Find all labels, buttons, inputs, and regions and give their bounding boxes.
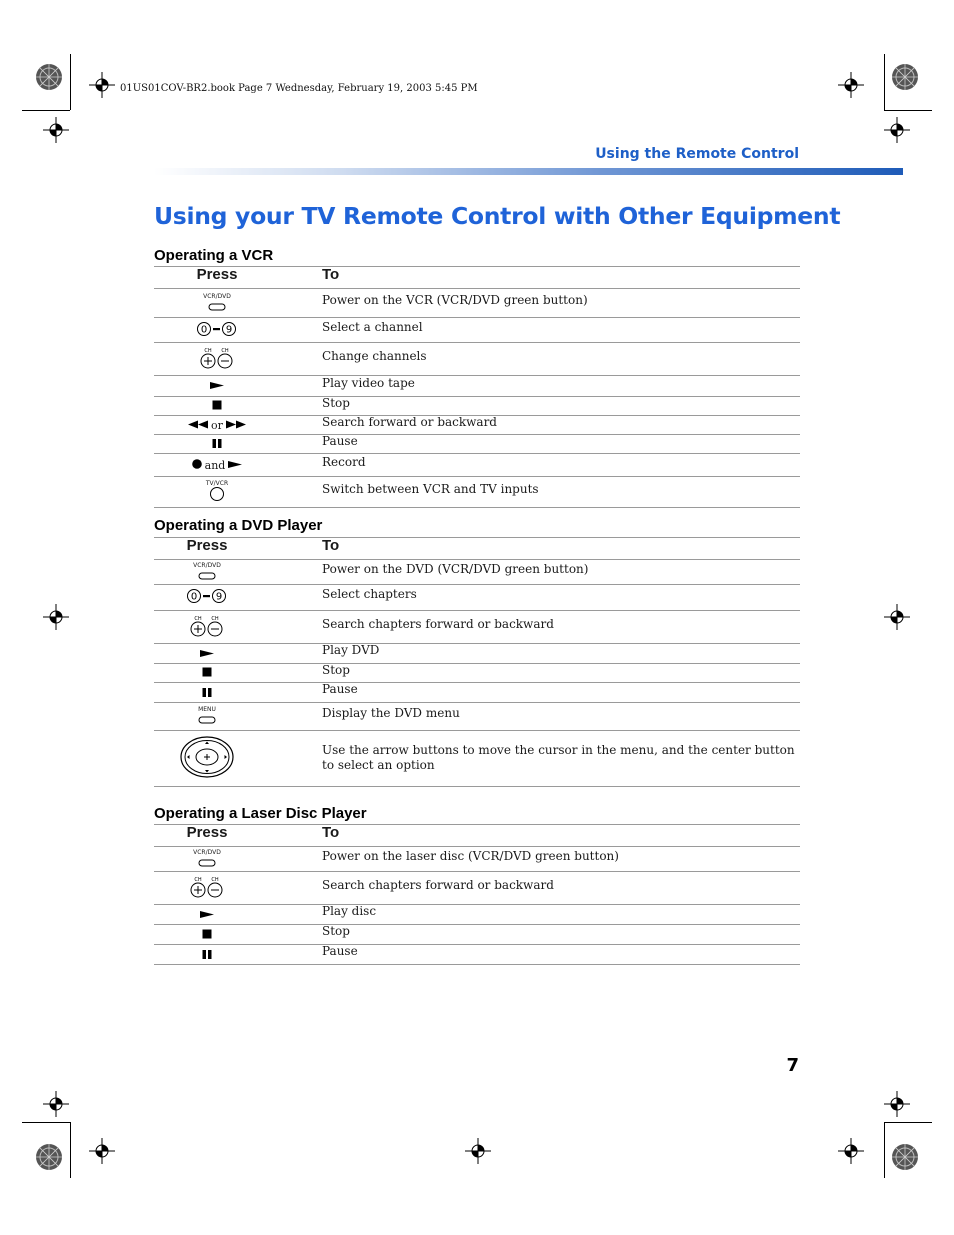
- svg-text:CH: CH: [221, 347, 229, 354]
- svg-text:CH: CH: [204, 347, 212, 354]
- color-rosette-icon: [891, 1143, 919, 1171]
- channel-plus-minus-icon: [200, 347, 234, 372]
- row-description: Pause: [322, 944, 358, 958]
- color-rosette-icon: [35, 63, 63, 91]
- channel-plus-minus-icon: [190, 876, 224, 901]
- row-description: Power on the laser disc (VCR/DVD green button): [322, 848, 619, 863]
- table-row: [154, 731, 800, 787]
- row-description: Change channels: [322, 348, 427, 363]
- vcr-dvd-button-icon: VCR/DVD: [193, 849, 221, 870]
- column-header-to: To: [304, 538, 800, 560]
- section-title-dvd: Operating a DVD Player: [154, 517, 323, 534]
- row-description: Stop: [322, 662, 350, 677]
- table-row: [154, 611, 800, 644]
- channel-plus-minus-icon: [190, 615, 224, 640]
- row-description: Search chapters forward or backward: [322, 877, 554, 892]
- row-description: Search forward or backward: [322, 414, 497, 429]
- table-row: [154, 477, 800, 508]
- table-row: [154, 644, 800, 664]
- page-number: 7: [786, 1055, 799, 1076]
- section-title-vcr: Operating a VCR: [154, 247, 274, 264]
- row-description: Play DVD: [322, 643, 380, 657]
- table-row: [154, 397, 800, 416]
- row-description: Stop: [322, 395, 350, 410]
- play-icon: [210, 379, 224, 393]
- column-header-press: Press: [154, 825, 304, 847]
- registration-mark-icon: [43, 604, 69, 630]
- number-range-0-9-icon: [187, 588, 227, 607]
- row-description: Power on the DVD (VCR/DVD green button): [322, 561, 589, 576]
- running-head: Using the Remote Control: [595, 146, 799, 162]
- row-description: Display the DVD menu: [322, 706, 460, 720]
- number-range-0-9-icon: [197, 321, 237, 340]
- svg-text:CH: CH: [211, 615, 219, 622]
- table-row: [154, 847, 800, 872]
- registration-mark-icon: [884, 1091, 910, 1117]
- row-description: Play video tape: [322, 375, 415, 390]
- table-row: [154, 905, 800, 925]
- column-header-press: Press: [154, 267, 304, 289]
- table-row: [154, 435, 800, 454]
- print-slug: 01US01COV-BR2.book Page 7 Wednesday, February 19, 2003 5:45 PM: [120, 83, 478, 94]
- row-description: Switch between VCR and TV inputs: [322, 481, 539, 496]
- header-rule: [154, 168, 903, 175]
- table-row: [154, 289, 800, 318]
- page-title: Using your TV Remote Control with Other Equipment: [154, 202, 841, 230]
- registration-mark-icon: [838, 1138, 864, 1164]
- svg-text:0: 0: [190, 591, 198, 603]
- menu-button-icon: MENU: [198, 706, 216, 727]
- column-header-to: To: [304, 267, 800, 289]
- play-icon: [200, 908, 214, 922]
- table-row: [154, 318, 800, 343]
- registration-mark-icon: [884, 604, 910, 630]
- row-description: Pause: [322, 433, 358, 448]
- record-and-play-icon: and: [192, 458, 243, 472]
- table-row: [154, 416, 800, 435]
- registration-mark-icon: [89, 1138, 115, 1164]
- column-header-to: To: [304, 825, 800, 847]
- column-header-press: Press: [154, 538, 304, 560]
- table-row: [154, 454, 800, 477]
- dvd-table: [154, 537, 800, 787]
- svg-text:CH: CH: [211, 876, 219, 883]
- svg-text:9: 9: [215, 591, 223, 603]
- registration-mark-icon: [43, 1091, 69, 1117]
- table-row: [154, 585, 800, 611]
- registration-mark-icon: [43, 117, 69, 143]
- row-description: Play disc: [322, 904, 377, 918]
- color-rosette-icon: [35, 1143, 63, 1171]
- table-row: [154, 872, 800, 905]
- pause-icon: [212, 437, 222, 451]
- stop-icon: [202, 928, 212, 942]
- table-row: [154, 683, 800, 703]
- joystick-icon: [180, 736, 234, 781]
- vcr-dvd-button-icon: VCR/DVD: [193, 562, 221, 583]
- table-header-row: [154, 267, 800, 289]
- table-header-row: [154, 538, 800, 560]
- row-description: Use the arrow buttons to move the cursor in the menu, and the center button to select an option: [322, 742, 795, 772]
- pause-icon: [202, 686, 212, 700]
- registration-mark-icon: [89, 72, 115, 98]
- table-row: [154, 376, 800, 397]
- color-rosette-icon: [891, 63, 919, 91]
- svg-text:9: 9: [225, 324, 233, 335]
- registration-mark-icon: [838, 72, 864, 98]
- table-row: [154, 703, 800, 731]
- svg-text:CH: CH: [194, 615, 202, 622]
- table-row: [154, 560, 800, 585]
- rewind-or-fastforward-icon: or: [188, 418, 246, 432]
- table-row: [154, 664, 800, 683]
- row-description: Select a channel: [322, 319, 423, 334]
- table-row: [154, 925, 800, 945]
- row-description: Select chapters: [322, 587, 417, 601]
- row-description: Power on the VCR (VCR/DVD green button): [322, 292, 588, 307]
- play-icon: [200, 647, 214, 661]
- table-row: [154, 945, 800, 965]
- section-title-laser-disc: Operating a Laser Disc Player: [154, 805, 367, 822]
- svg-text:0: 0: [200, 324, 208, 335]
- svg-text:CH: CH: [194, 876, 202, 883]
- vcr-dvd-button-icon: VCR/DVD: [203, 293, 231, 314]
- row-description: Record: [322, 454, 366, 469]
- row-description: Search chapters forward or backward: [322, 616, 554, 631]
- table-header-row: [154, 825, 800, 847]
- stop-icon: [202, 666, 212, 680]
- registration-mark-icon: [884, 117, 910, 143]
- laser-disc-table: [154, 824, 800, 965]
- row-description: Stop: [322, 924, 350, 938]
- table-row: [154, 343, 800, 376]
- pause-icon: [202, 948, 212, 962]
- stop-icon: [212, 399, 222, 413]
- tv-vcr-button-icon: TV/VCR: [206, 480, 228, 504]
- vcr-table: [154, 266, 800, 508]
- registration-mark-icon: [465, 1138, 491, 1164]
- row-description: Pause: [322, 682, 358, 696]
